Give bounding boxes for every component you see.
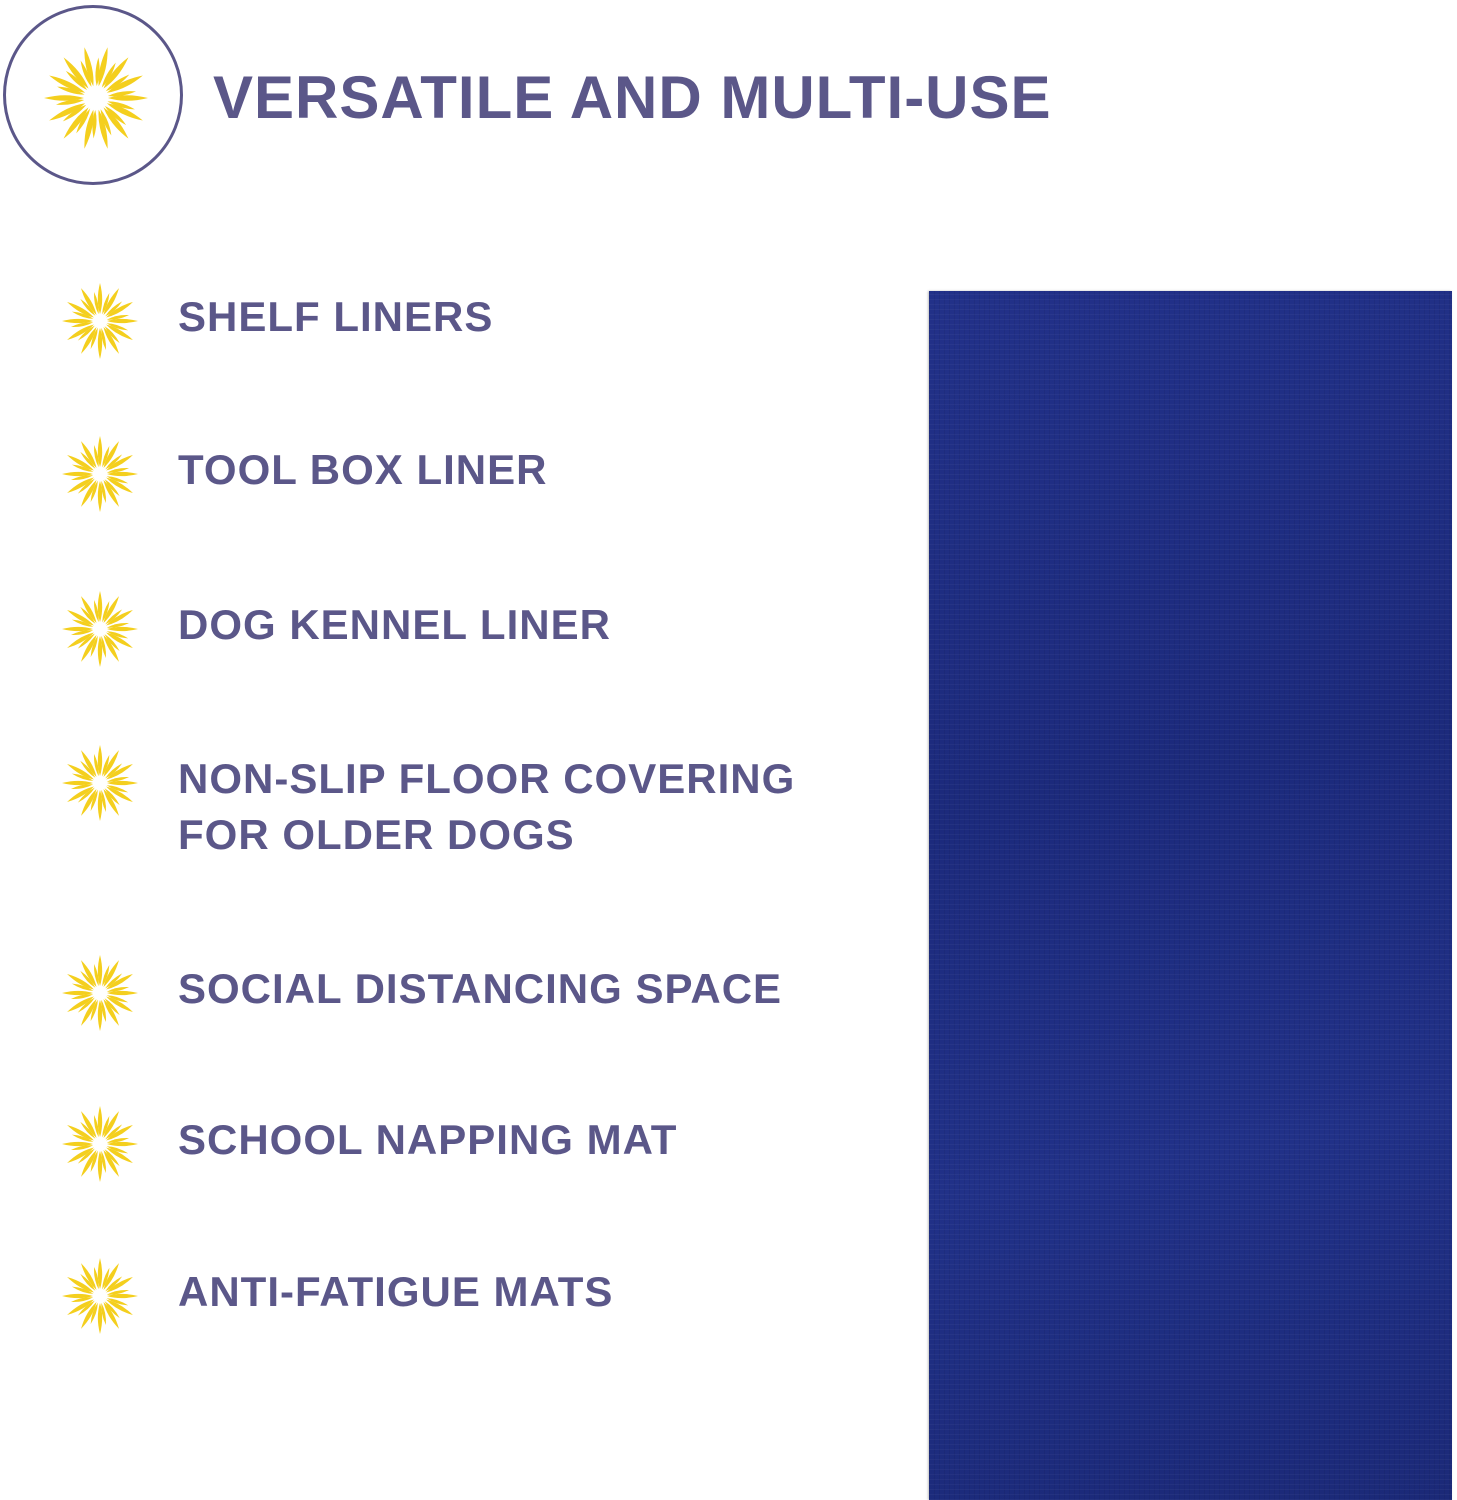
sunburst-icon [60,953,140,1033]
use-label: SOCIAL DISTANCING SPACE [178,965,783,1012]
use-label: DOG KENNEL LINER [178,601,611,648]
yoga-mat-image [929,291,1452,1500]
use-label: ANTI-FATIGUE MATS [178,1268,614,1315]
page-title: VERSATILE AND MULTI-USE [213,64,1052,131]
sunburst-icon [60,281,140,361]
use-label: TOOL BOX LINER [178,446,548,493]
sunburst-icon [60,1256,140,1336]
sunburst-icon [60,1104,140,1184]
use-label: NON-SLIP FLOOR COVERING FOR OLDER DOGS [178,755,796,858]
sunburst-icon [60,743,140,823]
use-label: SHELF LINERS [178,293,494,340]
use-label: SCHOOL NAPPING MAT [178,1116,678,1163]
sunburst-icon [60,589,140,669]
sunburst-icon [60,434,140,514]
